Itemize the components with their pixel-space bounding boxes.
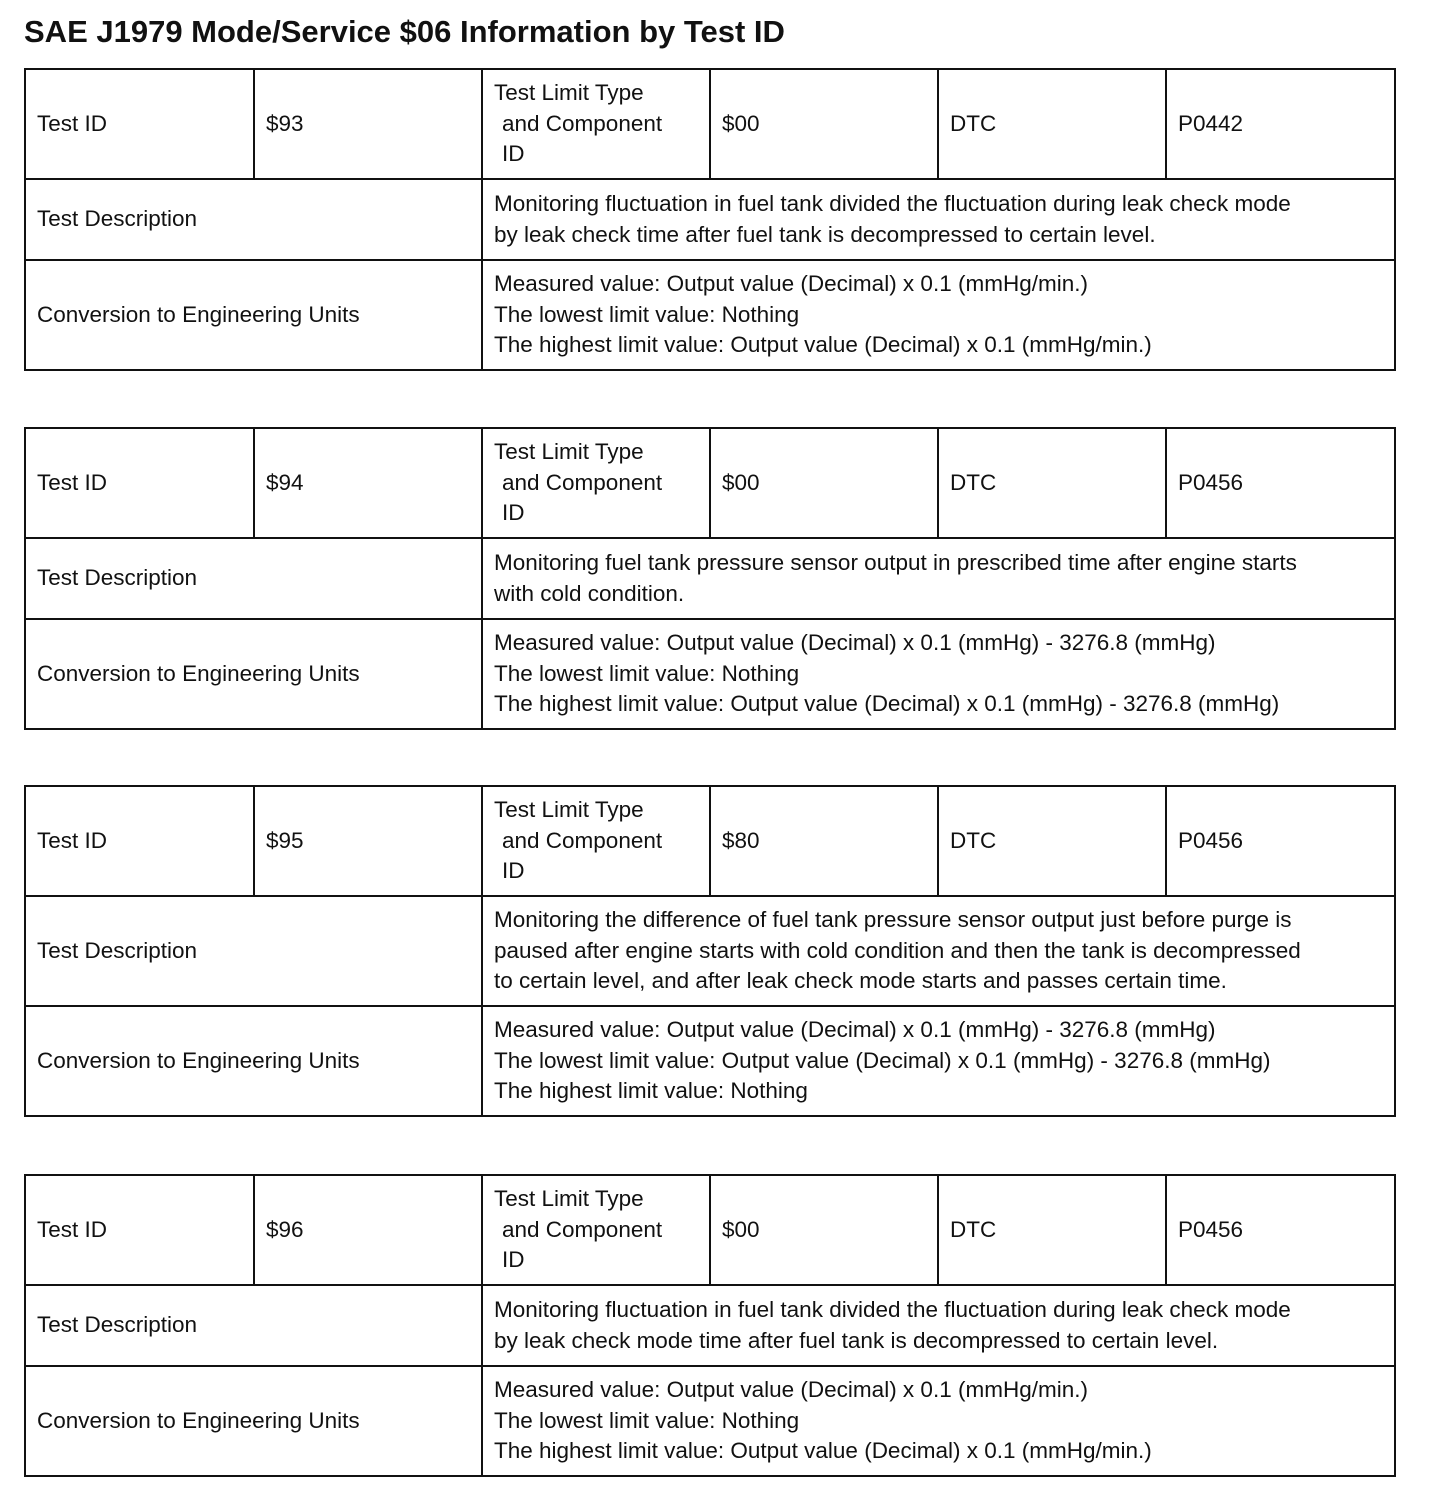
test-description-label: Test Description: [25, 896, 482, 1006]
limit-component-id-value: $00: [710, 1175, 938, 1285]
conversion-label: Conversion to Engineering Units: [25, 1366, 482, 1476]
dtc-value: P0456: [1166, 786, 1395, 896]
header-row: [25, 69, 1395, 179]
conversion-value: Measured value: Output value (Decimal) x 0.1 (mmHg) - 3276.8 (mmHg) The lowest limit value: Nothing The highest limit value: Output value (Decimal) x 0.1 (mmHg) - 3276.8 (mmHg): [482, 619, 1395, 729]
test-id-value: $94: [254, 428, 482, 538]
conversion-label: Conversion to Engineering Units: [25, 1006, 482, 1116]
description-row: [25, 1285, 1395, 1366]
test-id-label: Test ID: [25, 786, 254, 896]
limit-type-label: Test Limit Type and Component ID: [482, 428, 710, 538]
description-row: [25, 896, 1395, 1006]
test-id-label: Test ID: [25, 69, 254, 179]
limit-component-id-value: $00: [710, 69, 938, 179]
conversion-row: [25, 1366, 1395, 1476]
test-description-value: Monitoring fuel tank pressure sensor output in prescribed time after engine starts with cold condition.: [482, 538, 1395, 619]
dtc-value: P0442: [1166, 69, 1395, 179]
header-row: [25, 1175, 1395, 1285]
test-id-label: Test ID: [25, 1175, 254, 1285]
limit-type-label: Test Limit Type and Component ID: [482, 69, 710, 179]
dtc-label: DTC: [938, 786, 1166, 896]
test-description-value: Monitoring fluctuation in fuel tank divided the fluctuation during leak check mode by leak check mode time after fuel tank is decompressed to certain level.: [482, 1285, 1395, 1366]
conversion-value: Measured value: Output value (Decimal) x 0.1 (mmHg/min.) The lowest limit value: Nothing The highest limit value: Output value (Decimal) x 0.1 (mmHg/min.): [482, 260, 1395, 370]
dtc-label: DTC: [938, 69, 1166, 179]
header-row: [25, 786, 1395, 896]
header-row: [25, 428, 1395, 538]
test-id-table: [24, 1174, 1396, 1477]
test-id-value: $93: [254, 69, 482, 179]
test-description-value: Monitoring fluctuation in fuel tank divided the fluctuation during leak check mode by leak check time after fuel tank is decompressed to certain level.: [482, 179, 1395, 260]
dtc-label: DTC: [938, 428, 1166, 538]
limit-type-label: Test Limit Type and Component ID: [482, 786, 710, 896]
conversion-value: Measured value: Output value (Decimal) x 0.1 (mmHg) - 3276.8 (mmHg) The lowest limit value: Output value (Decimal) x 0.1 (mmHg) - 3276.8 (mmHg) The highest limit value: Nothing: [482, 1006, 1395, 1116]
test-description-label: Test Description: [25, 1285, 482, 1366]
limit-component-id-value: $00: [710, 428, 938, 538]
conversion-label: Conversion to Engineering Units: [25, 619, 482, 729]
test-description-label: Test Description: [25, 179, 482, 260]
dtc-value: P0456: [1166, 1175, 1395, 1285]
dtc-label: DTC: [938, 1175, 1166, 1285]
test-id-table: [24, 427, 1396, 730]
conversion-row: [25, 619, 1395, 729]
limit-type-label: Test Limit Type and Component ID: [482, 1175, 710, 1285]
test-id-table: [24, 785, 1396, 1117]
description-row: [25, 538, 1395, 619]
test-description-value: Monitoring the difference of fuel tank pressure sensor output just before purge is paused after engine starts with cold condition and then the tank is decompressed to certain level, and after leak check mode starts and passes certain time.: [482, 896, 1395, 1006]
conversion-row: [25, 1006, 1395, 1116]
test-id-value: $95: [254, 786, 482, 896]
conversion-value: Measured value: Output value (Decimal) x 0.1 (mmHg/min.) The lowest limit value: Nothing The highest limit value: Output value (Decimal) x 0.1 (mmHg/min.): [482, 1366, 1395, 1476]
test-id-label: Test ID: [25, 428, 254, 538]
conversion-row: [25, 260, 1395, 370]
conversion-label: Conversion to Engineering Units: [25, 260, 482, 370]
page-title: SAE J1979 Mode/Service $06 Information by Test ID: [24, 14, 785, 49]
test-id-table: [24, 68, 1396, 371]
dtc-value: P0456: [1166, 428, 1395, 538]
test-description-label: Test Description: [25, 538, 482, 619]
description-row: [25, 179, 1395, 260]
limit-component-id-value: $80: [710, 786, 938, 896]
test-id-value: $96: [254, 1175, 482, 1285]
